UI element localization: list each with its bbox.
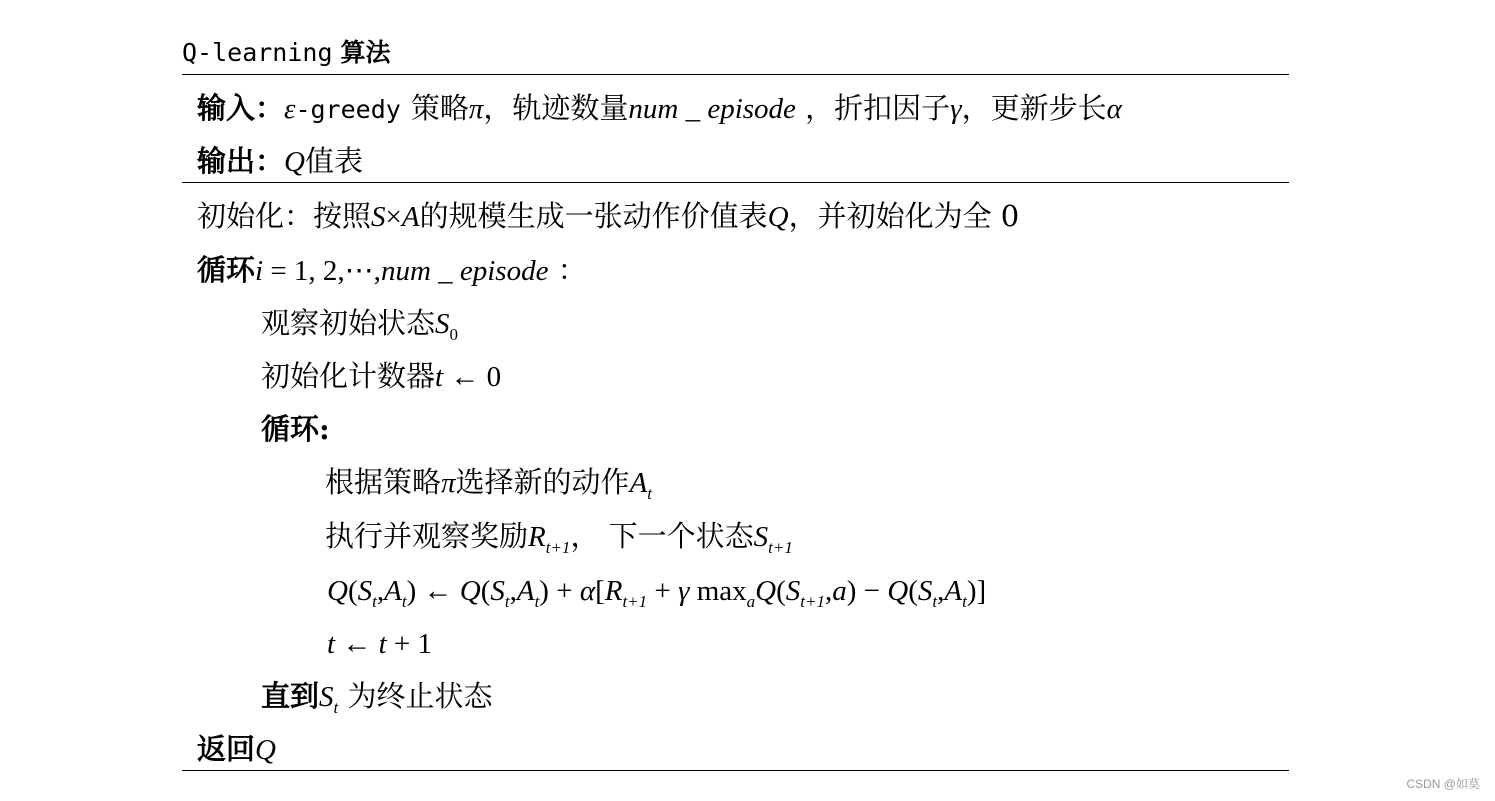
algorithm-title	[182, 38, 390, 68]
return-line: 返回Q	[197, 732, 276, 766]
output-line: 输出：Q值表	[197, 144, 363, 178]
top-rule	[182, 74, 1289, 75]
init-line: 初始化：按照S×A的规模生成一张动作价值表Q，并初始化为全 0	[197, 199, 1020, 233]
inner-loop-label: 循环:	[261, 412, 330, 446]
init-counter-line: 初始化计数器t ← 0	[261, 359, 502, 393]
until-label: 直到	[261, 679, 320, 713]
outer-loop-label: 循环	[197, 253, 256, 287]
increment-line: t ← t + 1	[327, 628, 432, 660]
until-line: 直到$S_t$ 为终止状态	[261, 679, 493, 717]
execute-line: 执行并观察奖励$R_{t+1}$， 下一个状态$S_{t+1}$	[325, 519, 793, 557]
inner-loop-line	[261, 411, 330, 447]
input-line: 输入：ε-greedy 策略π，轨迹数量num _ episode ，折扣因子γ，更新步长α	[197, 91, 1122, 125]
output-label: 输出：	[197, 144, 285, 178]
title-cjk: 算法	[340, 38, 391, 67]
watermark: CSDN @如莫	[1406, 777, 1480, 791]
update-formula-line: $Q(S_t,A_t)$ ← $Q(S_t,A_t) + \alpha[R_{t+1} + \gamma$ $\max_aQ(S_{t+1},a) - Q(S_t,A_t)$]	[327, 575, 987, 611]
title-latin: Q-learning	[182, 38, 333, 67]
outer-loop-line: 循环i = 1, 2,⋯,num _ episode ：	[197, 253, 587, 287]
observe-line: 观察初始状态$S_0$	[261, 306, 459, 344]
bottom-rule	[182, 770, 1289, 771]
return-label: 返回	[197, 732, 256, 766]
init-label: 初始化：	[197, 199, 314, 233]
input-label: 输入：	[197, 91, 285, 125]
middle-rule	[182, 182, 1289, 183]
choose-action-line: 根据策略π选择新的动作$A_t$	[325, 465, 653, 503]
